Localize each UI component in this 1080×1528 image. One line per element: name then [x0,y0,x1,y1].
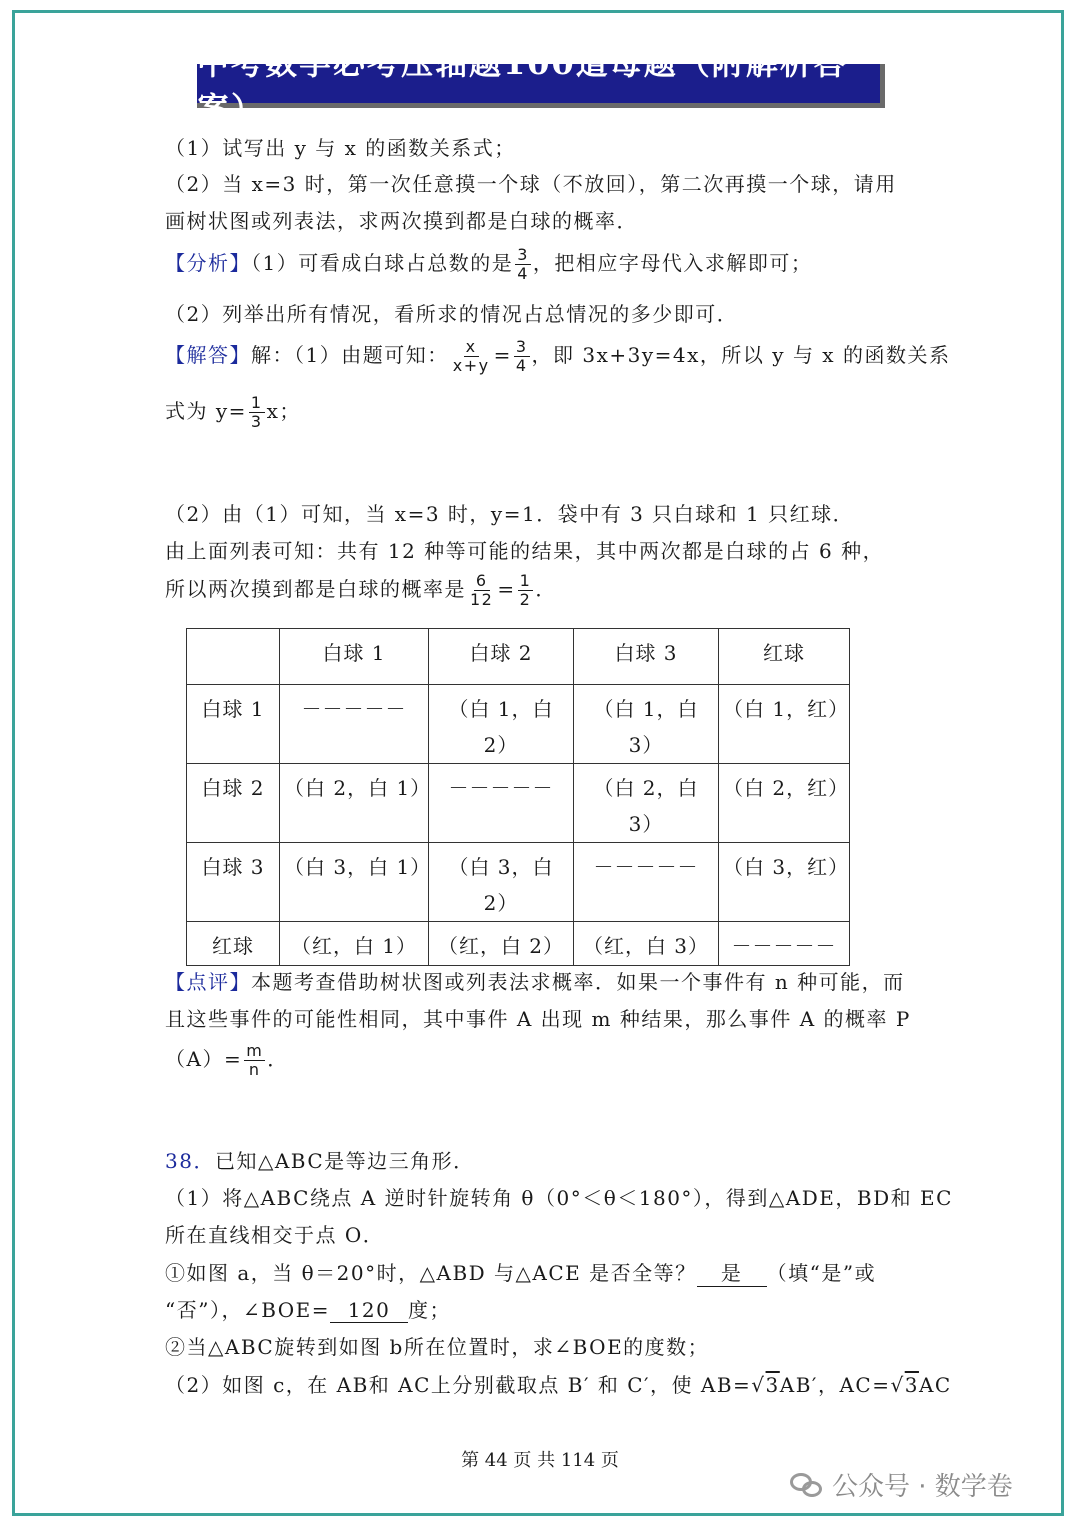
denominator: 12 [470,590,494,609]
text: （1）可看成白球占总数的是 [251,251,514,275]
table-cell: （白 2，红） [719,764,850,843]
table-row [187,843,850,922]
text-line: ②当△ABC旋转到如图 b所在位置时，求∠BOE的度数； [165,1335,710,1359]
comment-tag: 【点评】 [165,970,251,994]
question-number: 38． [165,1149,215,1173]
table-cell: （白 2，白 3） [574,764,719,843]
denominator: n [248,1060,261,1079]
text-line [165,1369,952,1398]
fraction [468,572,495,609]
radicand: 3 [904,1373,919,1397]
text-line: （1）试写出 y 与 x 的函数关系式； [165,136,516,160]
text: ． [267,1047,289,1071]
denominator: 3 [250,412,263,431]
text: 已知△ABC是等边三角形． [214,1149,475,1173]
answer-line [165,338,950,375]
numerator: 3 [515,337,528,356]
text-line: 由上面列表可知：共有 12 种等可能的结果，其中两次都是白球的占 6 种， [165,539,885,563]
numerator: 1 [250,393,263,412]
table-header-cell: 红球 [719,629,850,685]
text-line: 画树状图或列表法，求两次摸到都是白球的概率． [165,209,638,233]
table-cell: （白 1，红） [719,685,850,764]
text: “否”），∠BOE= [165,1298,331,1322]
wechat-icon [790,1471,824,1499]
fraction [451,338,492,375]
table-cell: （红，白 1） [280,922,429,966]
table-cell: －－－－－ [719,922,850,966]
text: ①如图 a，当 θ＝20°时，△ABD 与△ACE 是否全等？ [165,1261,697,1285]
table-header-cell: 白球 2 [429,629,574,685]
text: （2）如图 c，在 AB和 AC上分别截取点 B′ 和 C′，使 AB= [165,1373,752,1397]
question-line [165,1145,475,1174]
text: ，把相应字母代入求解即可； [532,251,813,275]
fraction [514,338,530,375]
table-cell: 白球 2 [187,764,280,843]
table-cell: （白 3，白 1） [280,843,429,922]
text-line: （1）将△ABC绕点 A 逆时针旋转角 θ（0°＜θ＜180°），得到△ADE，BD和 EC [165,1186,953,1210]
numerator: 6 [475,571,488,590]
table-cell: 白球 1 [187,685,280,764]
fraction [249,394,265,431]
table-cell: 白球 3 [187,843,280,922]
table-cell: －－－－－ [429,764,574,843]
sqrt-sign: √ [890,1373,905,1397]
denominator: 2 [519,590,532,609]
outcome-table [186,628,850,966]
table-header-cell: 白球 3 [574,629,719,685]
text: （A）= [165,1047,243,1071]
text: 度； [408,1298,452,1322]
page-number: 第 44 页 共 114 页 [461,1450,619,1471]
table-cell: （白 1，白 2） [429,685,574,764]
table-cell: （白 3，白 2） [429,843,574,922]
text: AC [918,1373,952,1397]
radicand: 3 [765,1373,780,1397]
table-cell: －－－－－ [574,843,719,922]
fraction [518,572,534,609]
numerator: x [465,337,477,356]
text: ，即 3x+3y=4x，所以 y 与 x 的函数关系 [531,343,951,367]
equals: = [497,577,516,601]
text-line [165,1042,289,1079]
table-cell: 红球 [187,922,280,966]
answer-blank: 是 [697,1257,767,1287]
analysis-tag: 【分析】 [165,251,251,275]
denominator: x+y [452,356,490,375]
text-line [165,1257,876,1287]
table-cell: （白 1，白 3） [574,685,719,764]
text: （填“是”或 [766,1261,877,1285]
answer-tag: 【解答】 [165,343,251,367]
table-cell: （白 3，红） [719,843,850,922]
table-row [187,685,850,764]
numerator: m [246,1041,264,1060]
denominator: 4 [515,356,528,375]
text-line: （2）当 x=3 时，第一次任意摸一个球（不放回），第二次再摸一个球，请用 [165,172,897,196]
text: 式为 y= [165,399,247,423]
table-cell: （红，白 2） [429,922,574,966]
page-title: 中考数学必考压轴题100道母题（附解析答案） [197,64,885,108]
watermark-text: 公众号 · 数学卷 [832,1472,1013,1502]
text-line: （2）列举出所有情况，看所求的情况占总情况的多少即可． [165,302,739,326]
table-cell: （红，白 3） [574,922,719,966]
table-cell: （白 2，白 1） [280,764,429,843]
table-header-cell: 白球 1 [280,629,429,685]
text-line: 所在直线相交于点 O． [165,1223,385,1247]
watermark [790,1466,1013,1503]
text-line [165,1294,451,1323]
comment-line [165,966,905,995]
text: AB′，AC= [779,1373,891,1397]
numerator: 1 [519,571,532,590]
fraction [244,1042,265,1079]
equals: = [493,343,512,367]
answer-line [165,394,301,431]
text-line: 且这些事件的可能性相同，其中事件 A 出现 m 种结果，那么事件 A 的概率 P [165,1007,911,1031]
text-line [165,572,557,609]
denominator: 4 [517,264,529,283]
text: x； [266,399,301,423]
numerator: 3 [517,245,529,264]
table-row [187,922,850,966]
sqrt-sign: √ [751,1373,766,1397]
table-header-cell [187,629,280,685]
text: 所以两次摸到都是白球的概率是 [165,577,466,601]
table-cell: －－－－－ [280,685,429,764]
text: 解：（1）由题可知： [251,343,449,367]
fraction [515,246,531,283]
text: 本题考查借助树状图或列表法求概率．如果一个事件有 n 种可能，而 [251,970,905,994]
analysis-line [165,246,812,283]
table-row [187,764,850,843]
text-line: （2）由（1）可知，当 x=3 时，y=1．袋中有 3 只白球和 1 只红球． [165,502,855,526]
answer-blank: 120 [330,1298,408,1323]
text: ． [535,577,557,601]
